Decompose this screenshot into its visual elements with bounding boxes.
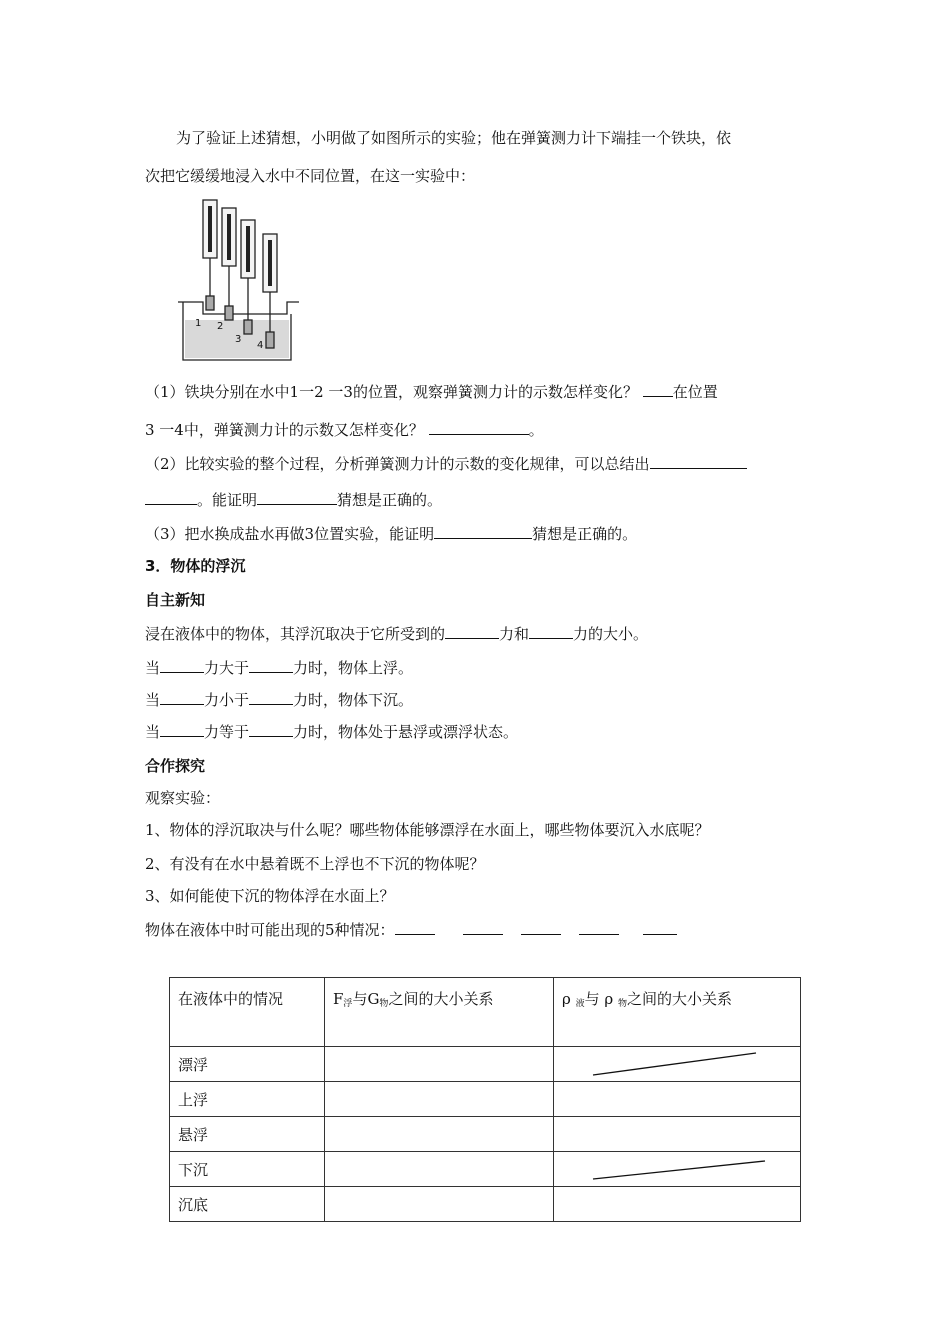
situation-cell: 沉底 [170, 1187, 325, 1222]
answer-cell[interactable] [554, 1082, 801, 1117]
when-text: 当 [145, 691, 161, 709]
header-situation: 在液体中的情况 [170, 978, 325, 1047]
condition-equal [145, 722, 518, 742]
answer-cell[interactable] [325, 1152, 554, 1187]
answer-blank-q1a[interactable] [643, 382, 673, 397]
answer-blank-q2a[interactable] [650, 454, 747, 469]
question-1-line-2 [145, 420, 544, 440]
answer-blank-s1b[interactable] [529, 624, 573, 639]
figure-label-2: 2 [217, 321, 224, 332]
cond2-text-b: 力时，物体下沉。 [293, 691, 414, 709]
subsection-self-study: 自主新知 [145, 591, 206, 609]
q2-text-a: （2）比较实验的整个过程，分析弹簧测力计的示数的变化规律，可以总结出 [145, 455, 650, 473]
answer-blank-c1a[interactable] [160, 658, 204, 673]
answer-blank-c2b[interactable] [249, 690, 293, 705]
answer-blank-c3b[interactable] [249, 722, 293, 737]
float-sink-table [169, 977, 801, 1222]
table-row [170, 1047, 801, 1082]
cond1-text-b: 力时，物体上浮。 [293, 659, 414, 677]
answer-blank-c3a[interactable] [160, 722, 204, 737]
answer-blank-s1a[interactable] [445, 624, 499, 639]
answer-cell[interactable] [325, 1117, 554, 1152]
table-header-row [170, 978, 801, 1047]
answer-blank-f4[interactable] [579, 920, 619, 935]
five-situations [145, 920, 677, 940]
five-situations-text: 物体在液体中时可能出现的5种情况： [145, 921, 395, 939]
float-sink-statement [145, 624, 648, 644]
answer-blank-q1b[interactable] [429, 420, 529, 435]
cond2-text-a: 力小于 [204, 691, 250, 709]
answer-blank-c2a[interactable] [160, 690, 204, 705]
q1-text-c: 3 一4中，弹簧测力计的示数又怎样变化？ [145, 421, 429, 439]
q1-text-d: 。 [528, 421, 544, 439]
cond3-text-a: 力等于 [204, 723, 250, 741]
q1-text-b: 在位置 [672, 383, 718, 401]
answer-cell[interactable] [325, 1047, 554, 1082]
answer-blank-f5[interactable] [643, 920, 677, 935]
answer-cell[interactable] [554, 1187, 801, 1222]
statement-text-b: 力和 [499, 625, 530, 643]
table-row [170, 1187, 801, 1222]
header-density-relation: ρ $_液$与 ρ $_物$之间的大小关系 [554, 978, 801, 1047]
exploration-item-1: 1、物体的浮沉取决与什么呢？哪些物体能够漂浮在水面上，哪些物体要沉入水底呢？ [145, 821, 710, 839]
exploration-item-3: 3、如何能使下沉的物体浮在水面上？ [145, 887, 395, 905]
question-3 [145, 524, 637, 544]
situation-cell: 漂浮 [170, 1047, 325, 1082]
when-text: 当 [145, 659, 161, 677]
situation-cell: 上浮 [170, 1082, 325, 1117]
cond3-text-b: 力时，物体处于悬浮或漂浮状态。 [293, 723, 519, 741]
q1-text-a: （1）铁块分别在水中1一2 一3的位置，观察弹簧测力计的示数怎样变化？ [145, 383, 643, 401]
intro-line-2: 次把它缓缓地浸入水中不同位置，在这一实验中： [145, 167, 476, 185]
q2-text-c: 猜想是正确的。 [337, 491, 443, 509]
observe-label: 观察实验： [145, 789, 221, 807]
figure-label-4: 4 [257, 340, 264, 351]
when-text: 当 [145, 723, 161, 741]
answer-blank-f3[interactable] [521, 920, 561, 935]
intro-line-1: 为了验证上述猜想，小明做了如图所示的实验；他在弹簧测力计下端挂一个铁块，依 [176, 129, 732, 147]
answer-blank-c1b[interactable] [249, 658, 293, 673]
subsection-cooperative: 合作探究 [145, 757, 206, 775]
answer-blank-q2b[interactable] [145, 490, 197, 505]
answer-blank-q3[interactable] [434, 524, 532, 539]
answer-cell[interactable] [554, 1047, 801, 1082]
question-2-line-2 [145, 490, 442, 510]
answer-cell[interactable] [325, 1187, 554, 1222]
answer-blank-f1[interactable] [395, 920, 435, 935]
statement-text-a: 浸在液体中的物体，其浮沉取决于它所受到的 [145, 625, 446, 643]
answer-cell[interactable] [554, 1152, 801, 1187]
figure-label-3: 3 [235, 334, 242, 345]
cond1-text-a: 力大于 [204, 659, 250, 677]
figure-label-1: 1 [195, 318, 202, 329]
header-force-relation: $F_浮$与$G_物$之间的大小关系 [325, 978, 554, 1047]
table-row [170, 1152, 801, 1187]
q3-text-a: （3）把水换成盐水再做3位置实验，能证明 [145, 525, 435, 543]
condition-rise [145, 658, 413, 678]
question-2-line-1 [145, 454, 747, 474]
situation-cell: 悬浮 [170, 1117, 325, 1152]
q2-text-b: 。能证明 [197, 491, 258, 509]
table-row [170, 1082, 801, 1117]
section-title: 3．物体的浮沉 [145, 557, 246, 575]
q3-text-b: 猜想是正确的。 [532, 525, 638, 543]
condition-sink [145, 690, 413, 710]
question-1-line-1 [145, 382, 718, 402]
spring-scale-experiment-figure [175, 192, 300, 362]
statement-text-c: 力的大小。 [573, 625, 649, 643]
answer-blank-q2c[interactable] [257, 490, 337, 505]
answer-cell[interactable] [554, 1117, 801, 1152]
exploration-item-2: 2、有没有在水中悬着既不上浮也不下沉的物体呢？ [145, 855, 485, 873]
answer-cell[interactable] [325, 1082, 554, 1117]
situation-cell: 下沉 [170, 1152, 325, 1187]
answer-blank-f2[interactable] [463, 920, 503, 935]
table-row [170, 1117, 801, 1152]
